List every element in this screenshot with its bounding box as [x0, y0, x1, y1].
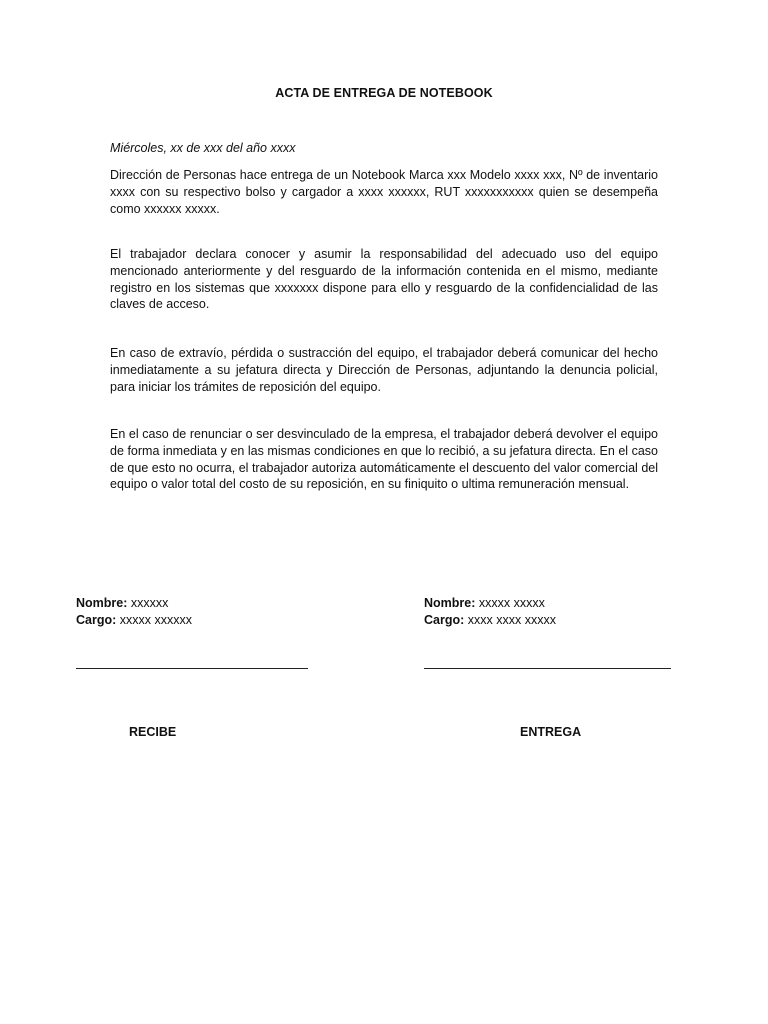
receiver-cargo-label: Cargo: [76, 612, 117, 627]
paragraph-responsibility: El trabajador declara conocer y asumir la responsabilidad del adecuado uso del equipo mencionado anteriormente y del resguardo de la información contenida en el mismo, mediante registro en los sistemas que xxxxxxx dispone para ello y resguardo de la confidencialidad de las claves de acceso. [110, 247, 658, 312]
deliverer-cargo-row [424, 612, 556, 629]
role-deliverer: ENTREGA [520, 725, 582, 739]
paragraph-loss: En caso de extravío, pérdida o sustracción del equipo, el trabajador deberá comunicar del hecho inmediatamente a su jefatura directa y Dirección de Personas, adjuntando la denuncia policial, para iniciar los trámites de reposición del equipo. [110, 346, 658, 394]
signature-block-deliverer [424, 595, 556, 628]
date-line: Miércoles, xx de xxx del año xxxx [110, 141, 296, 155]
receiver-name-value: xxxxxx [127, 596, 169, 610]
signature-line-deliverer [424, 668, 671, 669]
deliverer-name-row [424, 595, 556, 612]
deliverer-name-value: xxxxx xxxxx [475, 596, 545, 610]
paragraph-termination: En el caso de renunciar o ser desvinculado de la empresa, el trabajador deberá devolver el equipo de forma inmediata y en las mismas condiciones en que lo recibió, a su jefatura directa. En el caso de que esto no ocurra, el trabajador autoriza automáticamente el descuento del valor comercial del equipo o valor total del costo de su reposición, en su finiquito o ultima remuneración mensual. [110, 427, 658, 492]
paragraph-delivery: Dirección de Personas hace entrega de un Notebook Marca xxx Modelo xxxx xxx, Nº de inventario xxxx con su respectivo bolso y cargador a xxxx xxxxxx, RUT xxxxxxxxxxx quien se desempeña como xxxxxx xxxxx. [110, 168, 658, 216]
document-title: ACTA DE ENTREGA DE NOTEBOOK [275, 86, 493, 100]
receiver-name-row [76, 595, 192, 612]
deliverer-cargo-value: xxxx xxxx xxxxx [464, 612, 556, 627]
receiver-cargo-value: xxxxx xxxxxx [116, 612, 192, 627]
deliverer-name-label: Nombre: [424, 596, 476, 610]
deliverer-cargo-label: Cargo: [424, 612, 465, 627]
signature-line-receiver [76, 668, 308, 669]
role-receiver: RECIBE [129, 725, 177, 739]
signature-block-receiver [76, 595, 192, 628]
receiver-cargo-row [76, 612, 192, 629]
receiver-name-label: Nombre: [76, 596, 128, 610]
